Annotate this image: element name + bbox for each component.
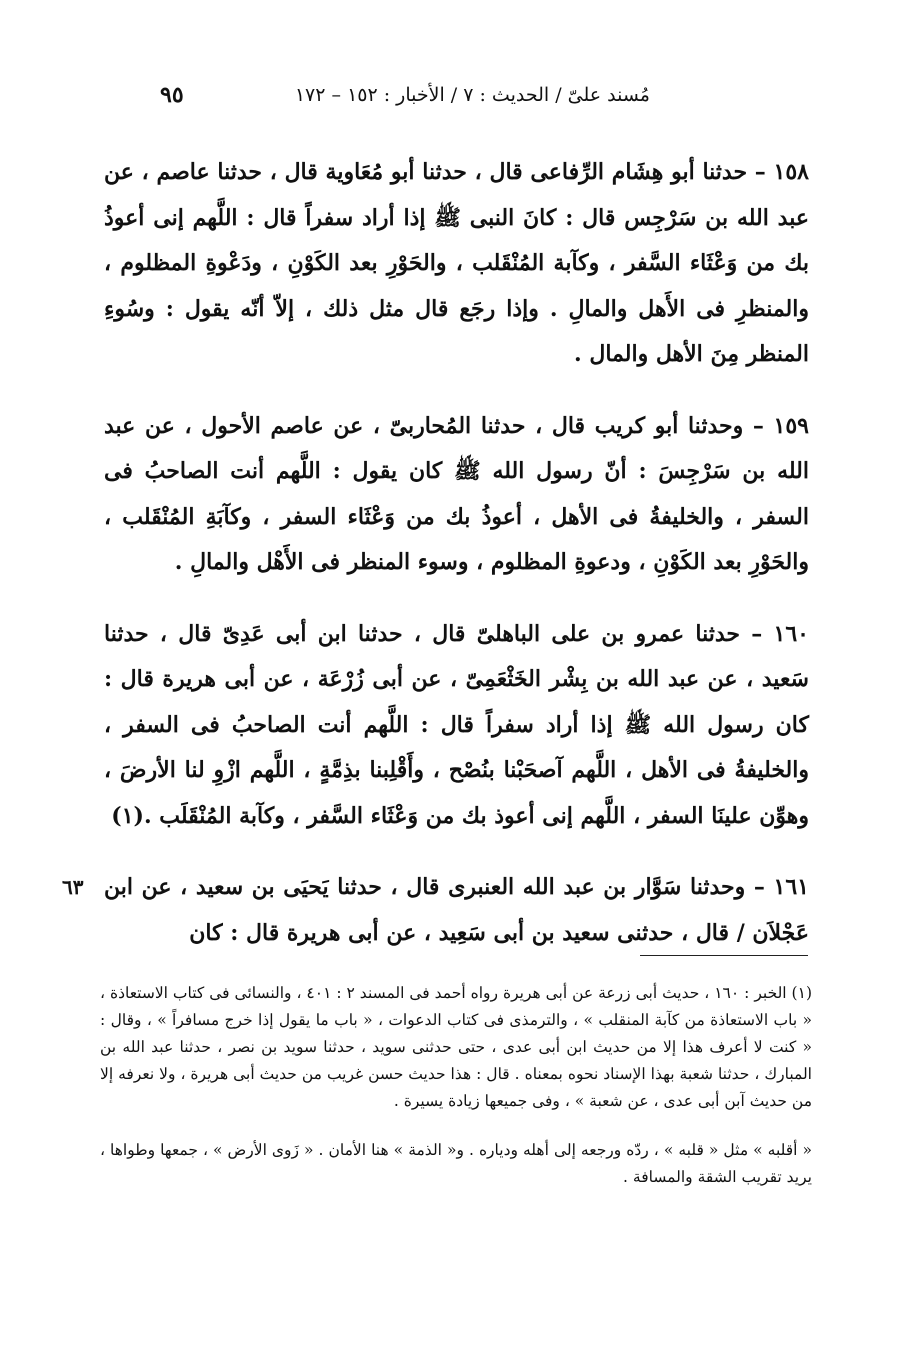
hadith-159: ١٥٩ – وحدثنا أبو كريب قال ، حدثنا المُحاربىّ ، عن عاصم الأحول ، عن عبد الله بن سَرْجِسَ : أنّ رسول الله ﷺ كان يقول : اللَّهم أنت الصاحبُ فى السفر ، والخليفةُ فى الأهل ، أعوذُ بك من وَعْثَاء السفر ، وكآبَةِ المُنْقَلب ، والحَوْرِ بعد الكَوْنِ ، ودعوةِ المظلوم ، وسوء المنظر فى الأَهْل والمالِ . [104, 412, 809, 575]
page-header [150, 84, 650, 114]
hadith-160: ١٦٠ – حدثنا عمرو بن على الباهلىّ قال ، حدثنا ابن أبى عَدِىّ قال ، حدثنا سَعيد ، عن عبد الله بن بِشْر الخَثْعَمِىّ ، عن أبى زُرْعَة ، عن أبى هريرة قال : كان رسول الله ﷺ إذا أراد سفراً قال : اللَّهم أنت الصاحبُ فى السفر ، والخليفةُ فى الأهل ، اللَّهم آصحَبْنا بنُصْح ، وأَقْلِبنا بذِمَّةٍ ، اللَّهم ازْوِ لنا الأرضَ ، وهوِّن علينَا السفر ، اللَّهم إنى أعوذ بك من وَعْثَاء السَّفر ، وكآبة المُنْقَلَب .(١) [104, 620, 809, 829]
main-text [104, 150, 809, 982]
footnote-gloss: « أقلبه » مثل « قلبه » ، ردّه ورجعه إلى أهله ودياره . و« الذمة » هنا الأمان . « زَوى الأرض » ، جمعها وطواها ، يريد تقريب الشقة والمسافة . [100, 1141, 812, 1186]
footnote-1: (١) الخبر : ١٦٠ ، حديث أبى زرعة عن أبى هريرة رواه أحمد فى المسند ٢ : ٤٠١ ، والنسائى فى كتاب الاستعاذة ، « باب الاستعاذة من كآبة المنقلب » ، والترمذى فى كتاب الدعوات ، « باب ما يقول إذا خرج مسافراً » ، وقال : « كنت لا أعرف هذا إلا من حديث ابن أبى عدى ، حتى حدثنى سويد ، حدثنا سويد بن نصر ، حدثنا عبد الله بن المبارك ، حدثنا شعبة بهذا الإسناد نحوه بمعناه . قال : هذا حديث حسن غريب من حديث أبى هريرة ، ولا نعرفه إلا من حديث آبن أبى عدى ، عن شعبة » ، وفى جميعها زيادة يسيرة . [100, 984, 812, 1110]
page-number: ٩٥ [160, 82, 184, 108]
footnote-divider [640, 955, 808, 956]
running-title: مُسند علىّ / الحديث : ٧ / الأخبار : ١٥٢ – ١٧٢ [294, 84, 650, 106]
hadith-158: ١٥٨ – حدثنا أبو هِشَام الرِّفاعى قال ، حدثنا أبو مُعَاوية قال ، حدثنا عاصم ، عن عبد الله بن سَرْجِس قال : كانَ النبى ﷺ إذا أراد سفراً قال : اللَّهم إنى أعوذُ بك من وَعْثَاء السَّفر ، وكآبة المُنْقَلب ، والحَوْرِ بعد الكَوْنِ ، ودَعْوةِ المظلوم ، والمنظرِ فى الأَهل والمالِ . وإذا رجَع قال مثل ذلك ، إلاّ أنّه يقول : وسُوءِ المنظر مِنَ الأهل والمال . [104, 159, 809, 367]
footnotes [100, 980, 812, 1191]
hadith-161: ١٦١ – وحدثنا سَوَّار بن عبد الله العنبرى قال ، حدثنا يَحيَى بن سعيد ، عن ابن عَجْلاَن / قال ، حدثنى سعيد بن أبى سَعِيد ، عن أبى هريرة قال : كان [104, 874, 809, 946]
margin-page-number: ٦٣ [62, 875, 84, 899]
